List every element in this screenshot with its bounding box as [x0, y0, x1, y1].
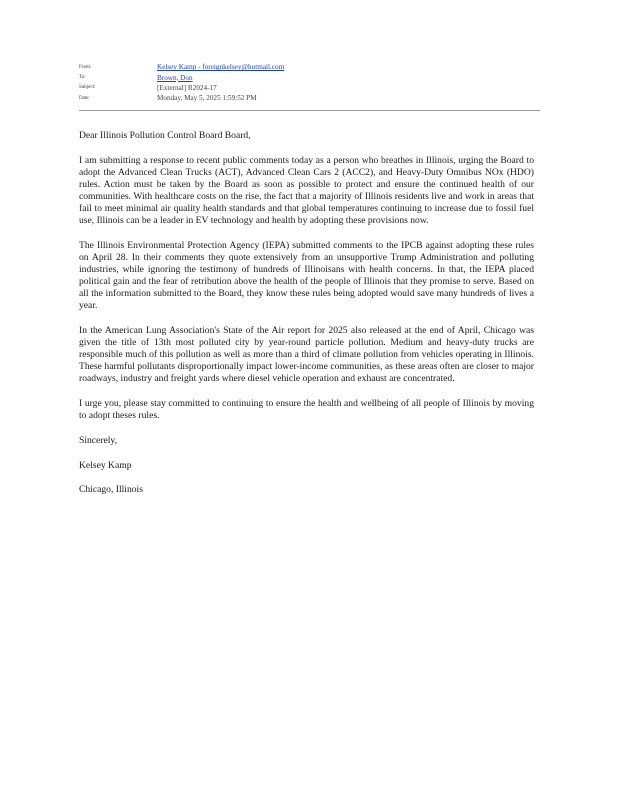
paragraph-2: The Illinois Environmental Protection Agency (IEPA) submitted comments to the IPCB against adopting these rules on April 28. In their comments they quote extensively from an unsupportive Trump Administration and polluting industries, while ignoring the testimony of hundreds of Illinoisans with health concerns. In that, the IEPA placed political gain and the fear of retribution above the health of the people of Illinois that they promise to serve. Based on all the information submitted to the Board, they know these rules being adopted would save many hundreds of lives a year. — [79, 240, 534, 311]
date-value: Monday, May 5, 2025 1:59:52 PM — [157, 94, 257, 103]
closing: Sincerely, — [79, 435, 118, 446]
subject-value: [External] R2024-17 — [157, 83, 217, 92]
from-row — [79, 62, 539, 72]
greeting: Dear Illinois Pollution Control Board Board, — [79, 130, 251, 141]
paragraph-4: I urge you, please stay committed to continuing to ensure the health and wellbeing of all people of Illinois by moving to adopt theses rules. — [79, 398, 534, 421]
from-sender-link[interactable]: Kelsey Kamp - foreignkelsey@hotmail.com — [157, 63, 285, 72]
subject-label: Subject: — [79, 85, 96, 91]
subject-row — [79, 83, 539, 93]
date-label: Date: — [79, 95, 90, 101]
to-row — [79, 72, 539, 82]
to-label: To: — [79, 75, 86, 81]
date-row — [79, 93, 539, 103]
header-divider — [79, 110, 540, 111]
letter-body — [79, 130, 534, 509]
signature-name: Kelsey Kamp — [79, 459, 132, 471]
email-header — [79, 62, 539, 104]
from-label: From: — [79, 64, 92, 70]
paragraph-1: I am submitting a response to recent public comments today as a person who breathes in Illinois, urging the Board to adopt the Advanced Clean Trucks (ACT), Advanced Clean Cars 2 (ACC2), and Heavy-Duty Omnibus NOx (HDO) rules. Action must be taken by the Board as soon as possible to protect and ensure the continued health of our communities. With healthcare costs on the rise, the fact that a majority of Illinois residents live and work in areas that fail to meet minimal air quality health standards and that global temperatures continuing to increase due to fossil fuel use, Illinois can be a leader in EV technology and health by adopting these provisions now. — [79, 155, 534, 226]
signature-location: Chicago, Illinois — [79, 484, 143, 495]
paragraph-3: In the American Lung Association's State of the Air report for 2025 also released at the end of April, Chicago was given the title of 13th most polluted city by year-round particle pollution. Medium and heavy-duty trucks are responsible much of this pollution as well as more than a third of climate pollution from vehicles operating in Illinois. These harmful pollutants disproportionally impact lower-income communities, as these areas often are closer to major roadways, industry and freight yards where diesel vehicle operation and exhaust are concentrated. — [79, 325, 534, 384]
to-recipient-link[interactable]: Brown, Don — [157, 73, 193, 82]
